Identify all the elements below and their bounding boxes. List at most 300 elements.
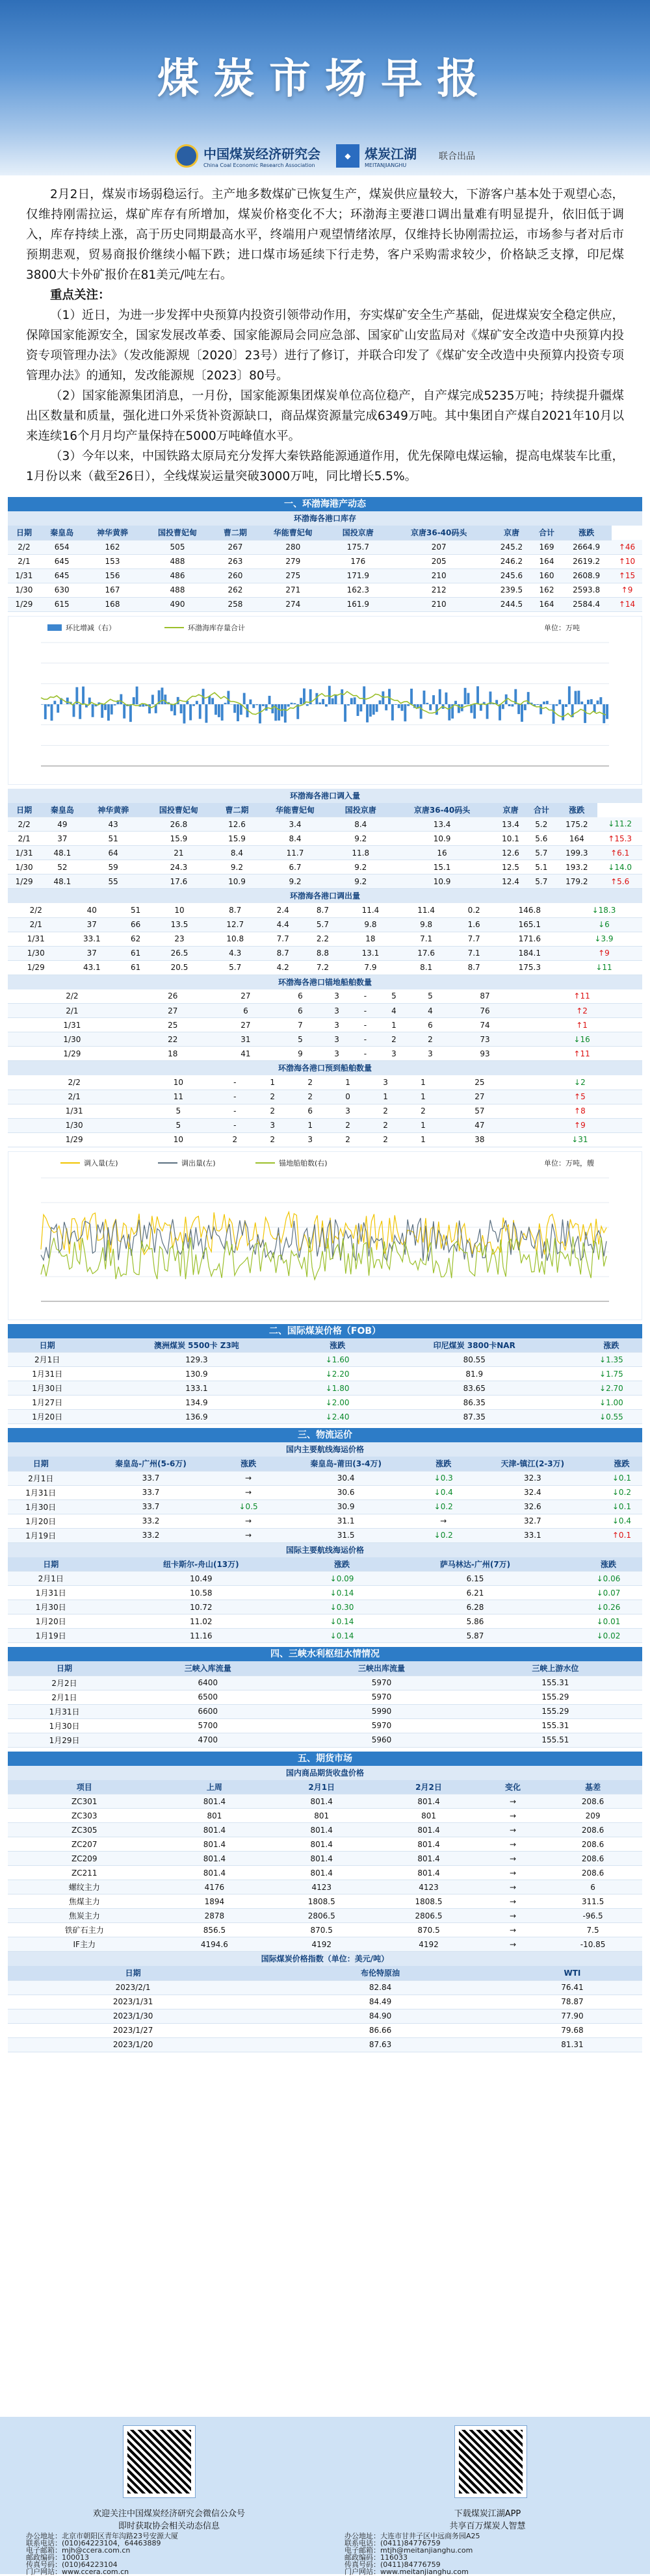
table-row [8,1823,642,1837]
table-cell: 87.35 [369,1410,580,1424]
legend-swatch [47,624,62,631]
change-bar [464,687,467,704]
change-bar [114,704,116,706]
column-header: 涨跌 [307,1338,369,1353]
table-cell: 245.6 [491,568,532,583]
table-row [8,1075,642,1090]
table-cell: ↓0.2 [601,1485,642,1499]
table-cell: 84.90 [258,2009,502,2023]
table-row [8,946,642,960]
table-cell: 3 [329,1104,367,1118]
table-cell: 630 [40,583,84,597]
ccera-zip: 邮政编码：100013 [26,2554,312,2561]
table-cell: 87 [448,989,521,1004]
change-bar [395,704,397,705]
column-header: 合计 [532,526,561,540]
table-row [8,1367,642,1381]
table-cell: 11.7 [259,846,332,860]
table-cell: 30.9 [269,1499,423,1514]
table-cell: → [482,1894,543,1909]
table-cell: 165.1 [494,917,566,932]
change-bar [196,700,198,704]
table-cell: 1 [254,1075,291,1090]
port-inventory-table [8,526,642,612]
table-cell: 175.3 [494,960,566,975]
table-cell: ↑15 [612,568,642,583]
table-cell: 37 [40,832,84,846]
table-row [8,1733,642,1747]
column-header: 秦皇岛-莆田(3-4万) [269,1457,423,1471]
intl-price-table [8,1338,642,1425]
table-cell: 2.2 [303,932,343,946]
table-row [8,540,642,554]
table-row [8,583,642,597]
table-cell: ↓1.60 [307,1353,369,1367]
table-cell: ↓1.75 [580,1367,642,1381]
table-row [8,1104,642,1118]
table-cell: 2584.4 [561,597,612,611]
section-futures [0,1752,650,2052]
mtjh-qr-caption-2: 共享百万煤炭人智慧 [338,2519,637,2531]
table-cell: 17.6 [142,874,215,889]
table-cell: ↓16 [521,1032,642,1047]
table-row [8,1004,642,1018]
table-cell: 26.8 [142,817,215,832]
change-bar [180,704,183,713]
change-bar [284,704,287,722]
table-cell: - [355,1018,376,1032]
table-cell: 4.2 [263,960,303,975]
table-cell: 0 [329,1090,367,1104]
table-cell: 199.3 [556,846,597,860]
change-bar [341,689,343,704]
table-cell: 856.5 [161,1923,268,1937]
change-bar [249,699,252,704]
table-cell: 129.3 [86,1353,306,1367]
table-cell: 645 [40,554,84,568]
ccera-qr-caption-2: 即时获取协会相关动态信息 [20,2519,318,2531]
table-cell: ↓6 [566,917,642,932]
table-cell: 3 [318,1032,355,1047]
table-cell: 1/29 [8,874,40,889]
change-bar [543,701,545,704]
change-bar [558,699,561,704]
table-cell: 7 [282,1018,318,1032]
header [0,0,650,175]
table-cell: 801.4 [375,1837,482,1852]
table-cell: 4192 [375,1937,482,1952]
table-cell: - [216,1075,254,1090]
change-bar [47,704,50,706]
column-header: 涨跌 [423,1457,464,1471]
table-cell: 645 [40,568,84,583]
table-row [8,960,642,975]
table-cell: 8.7 [263,946,303,960]
table-cell: - [355,1047,376,1061]
table-cell: 10.49 [94,1572,309,1586]
table-cell: 2 [254,1090,291,1104]
column-header: 京唐36-40码头 [387,526,491,540]
table-cell: 57 [442,1104,517,1118]
change-bar [363,686,365,704]
key-points-title: 重点关注： [26,285,624,305]
table-cell: 134.9 [86,1396,306,1410]
table-row [8,1118,642,1132]
table-cell: 6 [412,1018,448,1032]
change-bar [407,704,410,706]
change-bar [44,704,47,719]
table-cell: 488 [141,554,213,568]
table-row [8,2023,642,2037]
table-cell: 1月30日 [8,1499,73,1514]
table-cell: 130.9 [86,1367,306,1381]
table-cell: 5.7 [526,846,556,860]
table-cell: 11 [140,1090,216,1104]
table-cell: 1894 [161,1894,268,1909]
change-bar [104,704,107,710]
table-cell: 12.4 [495,874,527,889]
change-bar [401,704,404,711]
legend-label: 环渤海库存量合计 [188,623,245,632]
table-row [8,1132,642,1147]
table-cell: 208.6 [543,1823,642,1837]
table-cell: 156 [84,568,142,583]
table-cell: 209 [543,1809,642,1823]
table-cell: 8.7 [207,903,263,917]
table-cell: 13.4 [390,817,495,832]
column-header: 合计 [526,803,556,817]
change-bar [473,704,476,719]
table-cell: 490 [141,597,213,611]
change-bar [565,704,567,707]
table-cell: 30.4 [269,1471,423,1485]
change-bar [133,697,135,704]
table-cell: 801.4 [161,1866,268,1880]
table-cell: 77.90 [502,2009,642,2023]
table-cell: ↑9 [517,1118,642,1132]
table-cell: 40 [64,903,120,917]
table-cell: 61 [120,946,151,960]
table-cell: 164 [532,597,561,611]
table-cell: 4123 [268,1880,375,1894]
table-cell: 11.8 [332,846,390,860]
change-bar [287,704,290,707]
mtjh-address: 办公地址：大连市甘井子区中远商务园A25 [344,2532,630,2540]
column-header: 涨跌 [575,1557,642,1572]
change-bar [170,704,173,711]
table-cell: 1/31 [8,1018,136,1032]
table-row [8,2009,642,2023]
change-bar [580,701,583,704]
change-bar [439,689,441,704]
table-cell: - [355,989,376,1004]
table-cell: 9.2 [332,860,390,874]
table-cell: 801.4 [268,1852,375,1866]
table-cell: 153 [84,554,142,568]
table-row [8,1937,642,1952]
table-cell: 6 [282,1004,318,1018]
table-cell: 0.2 [454,903,493,917]
joint-production: 联合出品 [439,149,475,162]
table-cell: 801.4 [161,1794,268,1809]
table-cell: 205 [387,554,491,568]
table-cell: 8.4 [259,832,332,846]
table-cell: 155.51 [469,1733,642,1747]
table-cell: 5 [140,1118,216,1132]
table-cell: ZC303 [8,1809,161,1823]
table-cell: 5.7 [207,960,263,975]
table-cell: 52 [40,860,84,874]
table-cell: 2023/1/30 [8,2009,258,2023]
table-cell: 2/1 [8,1090,140,1104]
section-intl-price [0,1324,650,1425]
table-row [8,1047,642,1061]
table-cell: 27 [136,1004,209,1018]
change-bar [142,704,144,707]
table-cell: 49 [40,817,84,832]
change-bar [252,704,255,708]
section-three-gorges [0,1647,650,1748]
change-bar [590,699,593,704]
change-bar [521,704,523,722]
table-row [8,1381,642,1396]
table-cell: ZC207 [8,1837,161,1852]
table-row [8,903,642,917]
key-point-2: （2）国家能源集团消息，一月份，国家能源集团煤炭单位高位稳产，自产煤完成5235万吨；持续提升疆煤出区数量和质量，强化进口外采货补资源缺口，商品煤资源量完成6349万吨。其中集团自产煤自2021年10月以来连续16个月月均产量保持在5000万吨峰值水平。 [26,386,624,446]
table-cell: 801.4 [161,1852,268,1866]
table-cell: 12.7 [207,917,263,932]
table-cell: 2 [254,1104,291,1118]
change-bar [110,704,113,715]
section-logistics [0,1428,650,1643]
table-cell: 1月20日 [8,1410,86,1424]
ccera-logo [175,144,320,168]
mtjh-zip: 邮政编码：116033 [344,2554,630,2561]
table-cell: 171.9 [329,568,387,583]
table-row [8,1676,642,1690]
table-cell: ↓0.5 [228,1499,269,1514]
table-cell: 801.4 [161,1837,268,1852]
table-row [8,1809,642,1823]
table-cell: ↓0.4 [601,1514,642,1528]
legend-label: 环比增减（右） [66,623,116,632]
change-bar [293,703,296,704]
table-title: 环渤海各港口预到船舶数量 [8,1061,642,1075]
table-row [8,1586,642,1600]
mtjh-qr-code[interactable] [455,2426,526,2497]
table-cell: 4 [376,1004,412,1018]
table-cell: ↓0.07 [575,1586,642,1600]
table-cell: 32.3 [464,1471,601,1485]
table-cell: 3 [376,1047,412,1061]
table-cell: 5990 [294,1704,468,1718]
change-bar [262,704,265,706]
table-cell: 2619.2 [561,554,612,568]
column-header: 三峡上游水位 [469,1661,642,1676]
table-cell: 2664.9 [561,540,612,554]
mtjh-fax: 传真号码：(0411)84776759 [344,2561,630,2568]
table-cell: 208.6 [543,1837,642,1852]
table-cell: 505 [141,540,213,554]
table-cell: 208.6 [543,1866,642,1880]
table-cell: 5970 [294,1690,468,1704]
table-cell: 13.1 [343,946,398,960]
table-cell: 2593.8 [561,583,612,597]
table-cell: 62 [120,932,151,946]
table-row [8,568,642,583]
table-cell: ↑5 [517,1090,642,1104]
table-cell: 1月31日 [8,1485,73,1499]
table-cell: 2806.5 [375,1909,482,1923]
change-bar [344,704,346,722]
table-cell: 5 [412,989,448,1004]
table-row [8,1396,642,1410]
table-cell: ↓2.20 [307,1367,369,1381]
table-cell: ↓18.3 [566,903,642,917]
table-cell: 1 [329,1075,367,1090]
change-bar [107,704,110,721]
table-row [8,846,642,860]
table-cell: 13.4 [495,817,527,832]
table-cell: 7.2 [303,960,343,975]
table-cell: 1 [404,1132,442,1147]
change-bar [306,704,309,706]
table-row [8,1499,642,1514]
table-cell: 10 [140,1075,216,1090]
change-bar [562,704,564,721]
table-cell: 23 [151,932,207,946]
table-cell: 801.4 [375,1823,482,1837]
table-cell: 2023/1/27 [8,2023,258,2037]
table-cell: 18 [343,932,398,946]
table-cell: 279 [257,554,329,568]
mtjh-website[interactable]: 门户网站：www.meitanjianghu.com [344,2568,630,2575]
table-cell: → [228,1528,269,1542]
change-bar [502,704,504,709]
table-row [8,1866,642,1880]
table-cell: 2 [291,1075,329,1090]
change-bar [123,704,125,719]
table-row [8,1514,642,1528]
table-cell: 212 [387,583,491,597]
table-cell: → [482,1866,543,1880]
table-cell: 6400 [121,1676,294,1690]
table-cell: 9.2 [259,874,332,889]
column-header: 神华黄骅 [84,526,142,540]
table-cell: 1月19日 [8,1528,73,1542]
table-title: 国内商品期货收盘价格 [8,1766,642,1780]
table-cell: 161.9 [329,597,387,611]
table-cell: 5700 [121,1718,294,1733]
table-cell: → [482,1809,543,1823]
mtjh-phone: 联系电话：(0411)84776759 [344,2540,630,2547]
change-bar [82,686,84,704]
table-cell: 3 [318,1004,355,1018]
table-cell: 801 [375,1809,482,1823]
table-cell: → [482,1823,543,1837]
table-cell: ↓0.4 [423,1485,464,1499]
column-header: 涨跌 [561,526,612,540]
table-cell: 24.3 [142,860,215,874]
table-cell: 2 [329,1118,367,1132]
inventory-chart [8,616,642,785]
table-cell: 2/2 [8,903,64,917]
table-cell: 2.4 [263,903,303,917]
column-header: 上周 [161,1780,268,1794]
table-cell: 31.5 [269,1528,423,1542]
change-bar [376,704,378,712]
table-cell: 1 [367,1090,404,1104]
table-cell: 2月2日 [8,1676,121,1690]
table-cell: 2/1 [8,917,64,932]
table-cell: 6.7 [259,860,332,874]
table-cell: 10.72 [94,1600,309,1614]
table-cell: → [423,1514,464,1528]
change-bar [429,704,432,710]
table-cell: 84.49 [258,1995,502,2009]
ccera-qr-caption: 欢迎关注中国煤炭经济研究会微信公众号 [20,2506,318,2519]
table-row [8,1528,642,1542]
table-cell: 11.4 [343,903,398,917]
table-cell: 1月31日 [8,1367,86,1381]
table-cell: 15.9 [142,832,215,846]
column-header: 萨马林达-广州(7万) [376,1557,575,1572]
table-cell: 6 [543,1880,642,1894]
ccera-website[interactable]: 门户网站：www.ccera.com.cn [26,2568,312,2575]
table-cell: 615 [40,597,84,611]
table-cell: 7.5 [543,1923,642,1937]
table-cell: 10.9 [390,874,495,889]
table-cell: 12.6 [215,817,259,832]
table-cell: 179.2 [556,874,597,889]
table-cell: 176 [329,554,387,568]
column-header: 纽卡斯尔-舟山(13万) [94,1557,309,1572]
table-cell: 7.7 [454,932,493,946]
table-cell: 2 [412,1032,448,1047]
table-cell: → [228,1514,269,1528]
change-bar [57,704,59,713]
ccera-email: 电子邮箱：mjh@ccera.com.cn [26,2547,312,2554]
change-bar [189,704,192,721]
table-cell: 4176 [161,1880,268,1894]
table-cell: → [482,1923,543,1937]
change-bar [161,687,164,704]
change-bar [227,691,229,704]
table-cell: 654 [40,540,84,554]
change-bar [205,704,207,723]
mtjh-email: 电子邮箱：mtjh@meitanjianghu.com [344,2547,630,2554]
table-row [8,817,642,832]
table-cell: 9.8 [398,917,454,932]
oil-price-table [8,1966,642,2052]
table-cell: 801.4 [268,1794,375,1809]
ccera-qr-code[interactable] [124,2426,195,2497]
column-header: 三峡入库流量 [121,1661,294,1676]
table-cell: 43.1 [64,960,120,975]
change-bar [259,704,261,723]
change-bar [221,704,224,721]
table-cell: 27 [209,989,282,1004]
table-cell: 铁矿石主力 [8,1923,161,1937]
table-cell: 246.2 [491,554,532,568]
table-cell: 1月29日 [8,1733,121,1747]
table-cell: 9.8 [343,917,398,932]
table-cell: 25 [136,1018,209,1032]
table-cell: ↓0.1 [601,1471,642,1485]
unit-label: 单位：万吨，艘 [544,1158,594,1167]
change-bar [524,704,526,710]
table-cell: 1月27日 [8,1396,86,1410]
